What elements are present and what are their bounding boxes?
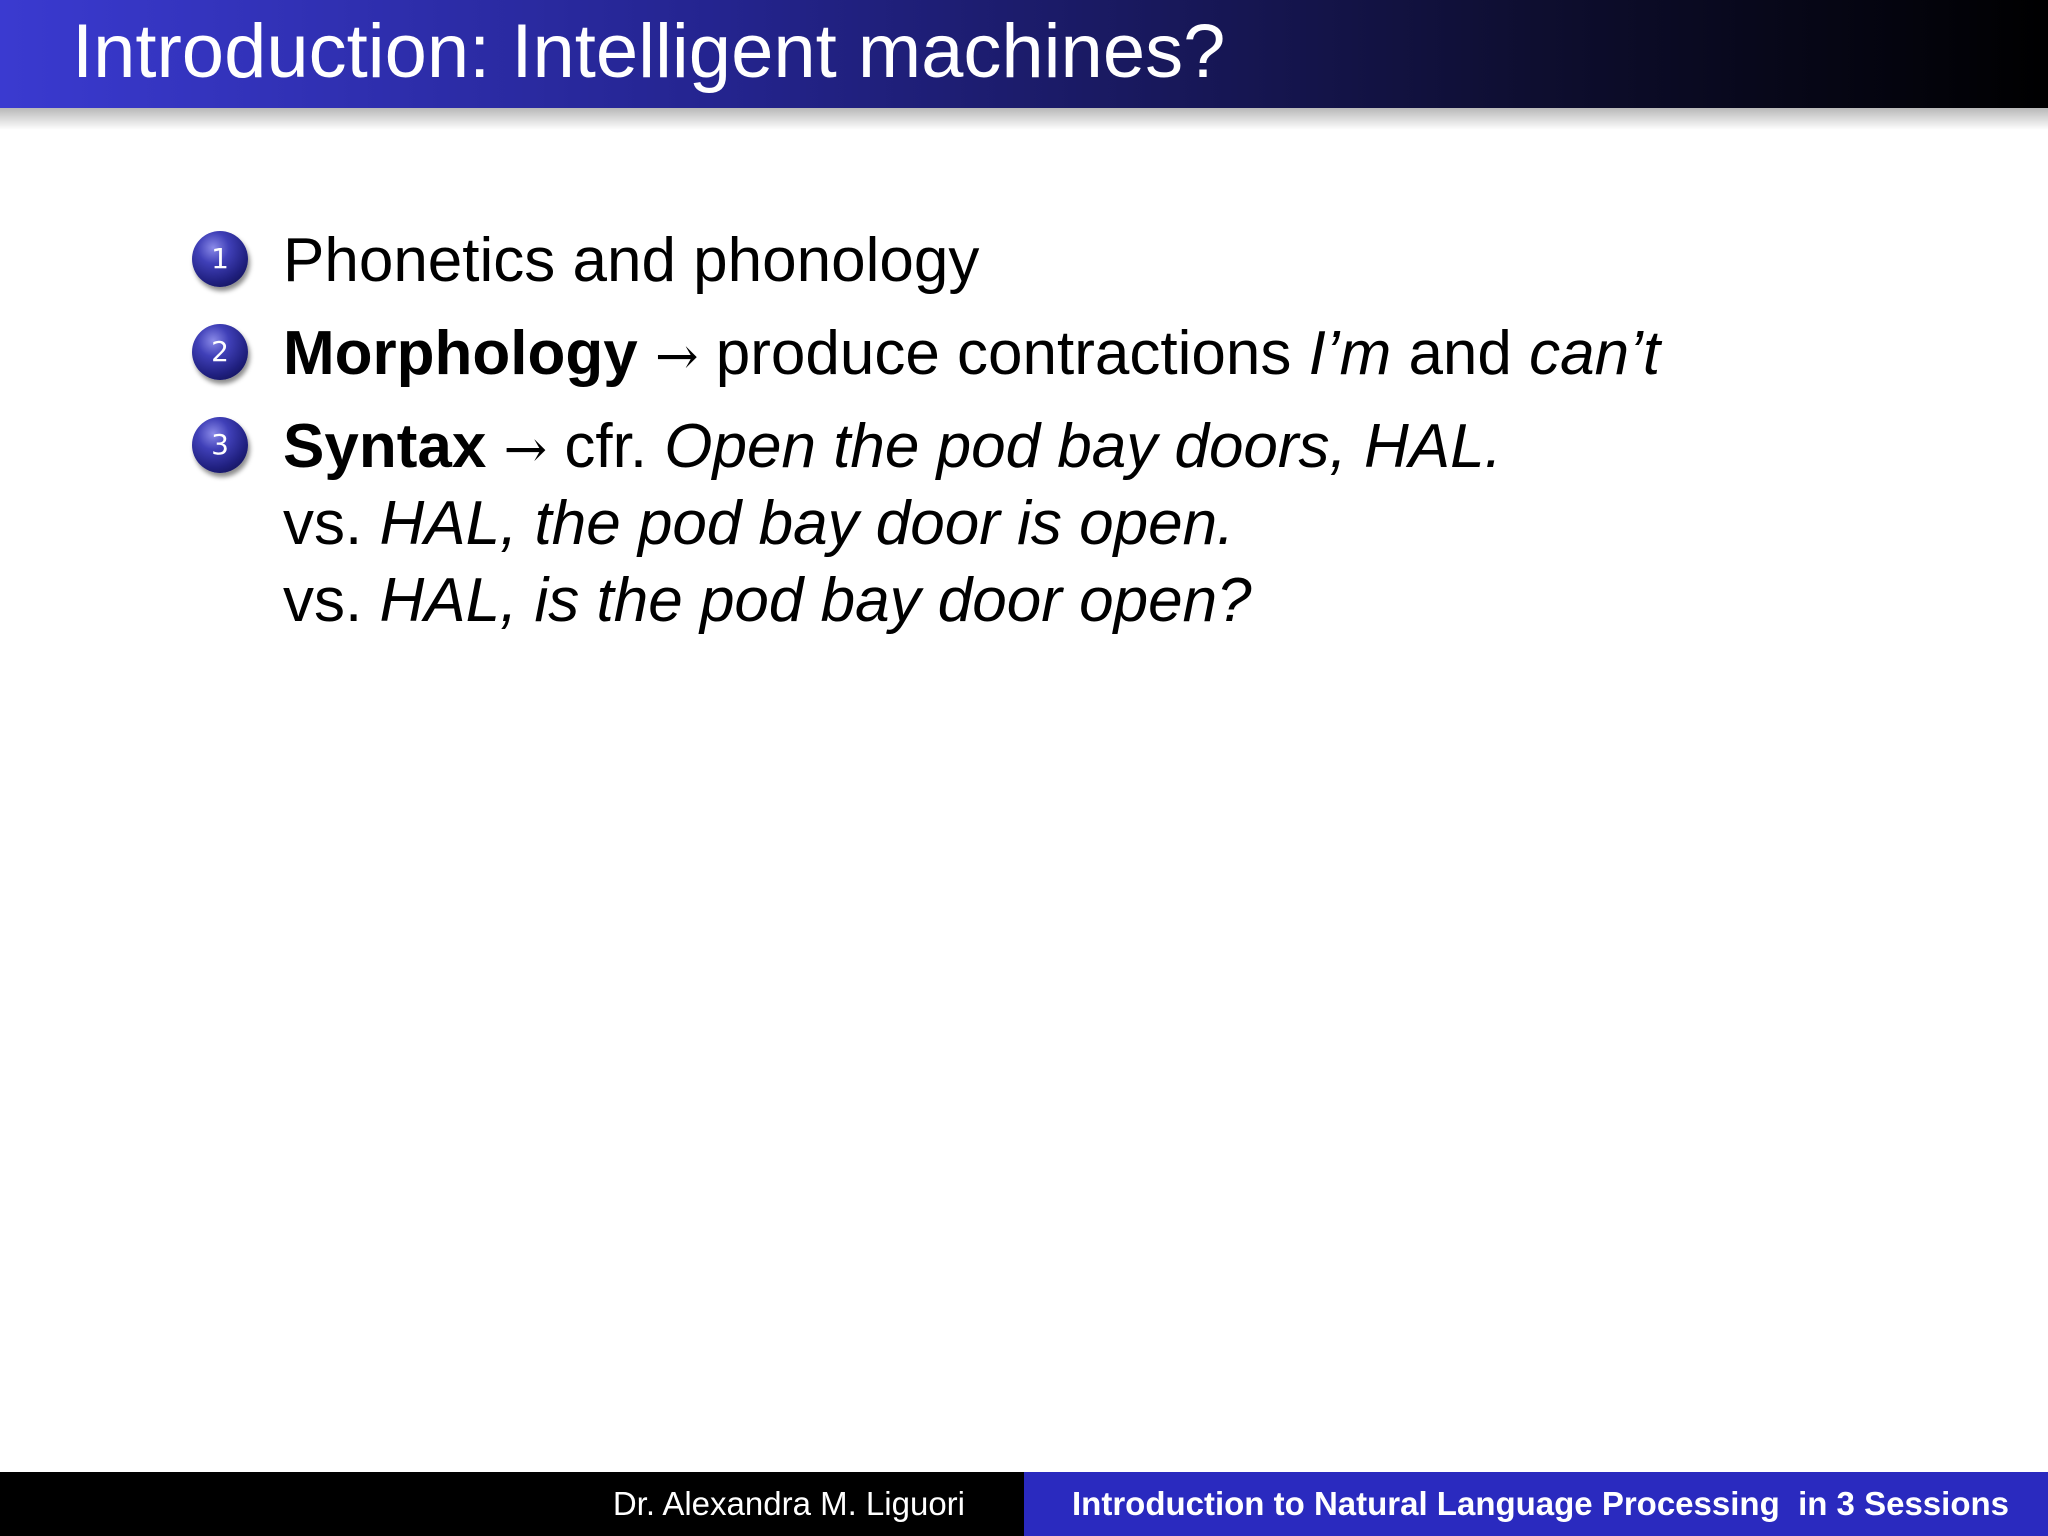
item-2-term: Morphology xyxy=(283,319,638,388)
item-3-line-3: HAL, is the pod bay door open? xyxy=(379,566,1252,635)
slide-title: Introduction: Intelligent machines? xyxy=(72,9,1226,94)
item-3-prefix: cfr. xyxy=(564,412,648,481)
list-item-3-continuation-2 xyxy=(283,562,1252,640)
footer-course-bar xyxy=(1024,1472,2048,1536)
item-3-line-1: Open the pod bay doors, HAL. xyxy=(664,412,1502,481)
item-3-vs-2: vs. xyxy=(283,566,363,635)
item-2-example-1: I’m xyxy=(1308,319,1392,388)
bullet-number-2: 2 xyxy=(192,324,248,380)
footer-author: Dr. Alexandra M. Liguori xyxy=(612,1485,965,1522)
title-shadow xyxy=(0,108,2048,130)
footer-author-bar xyxy=(0,1472,1024,1536)
title-bar xyxy=(0,0,2048,108)
list-item-3 xyxy=(283,408,1502,489)
item-3-line-2: HAL, the pod bay door is open. xyxy=(379,489,1235,558)
list-item-2 xyxy=(283,315,1660,396)
footer-course-title: Introduction to Natural Language Processing in 3 Sessions xyxy=(1072,1485,2009,1522)
item-3-term: Syntax xyxy=(283,412,487,481)
item-2-example-2: can’t xyxy=(1529,319,1661,388)
bullet-number-3: 3 xyxy=(192,417,248,473)
item-2-text: produce contractions xyxy=(715,319,1292,388)
list-item-1 xyxy=(283,222,979,300)
item-2-conj: and xyxy=(1408,319,1512,388)
bullet-number-1: 1 xyxy=(192,231,248,287)
item-3-vs-1: vs. xyxy=(283,489,363,558)
list-item-3-continuation-1 xyxy=(283,485,1234,563)
item-1-text: Phonetics and phonology xyxy=(283,226,980,295)
arrow-icon: → xyxy=(503,420,548,480)
arrow-icon: → xyxy=(654,327,699,387)
